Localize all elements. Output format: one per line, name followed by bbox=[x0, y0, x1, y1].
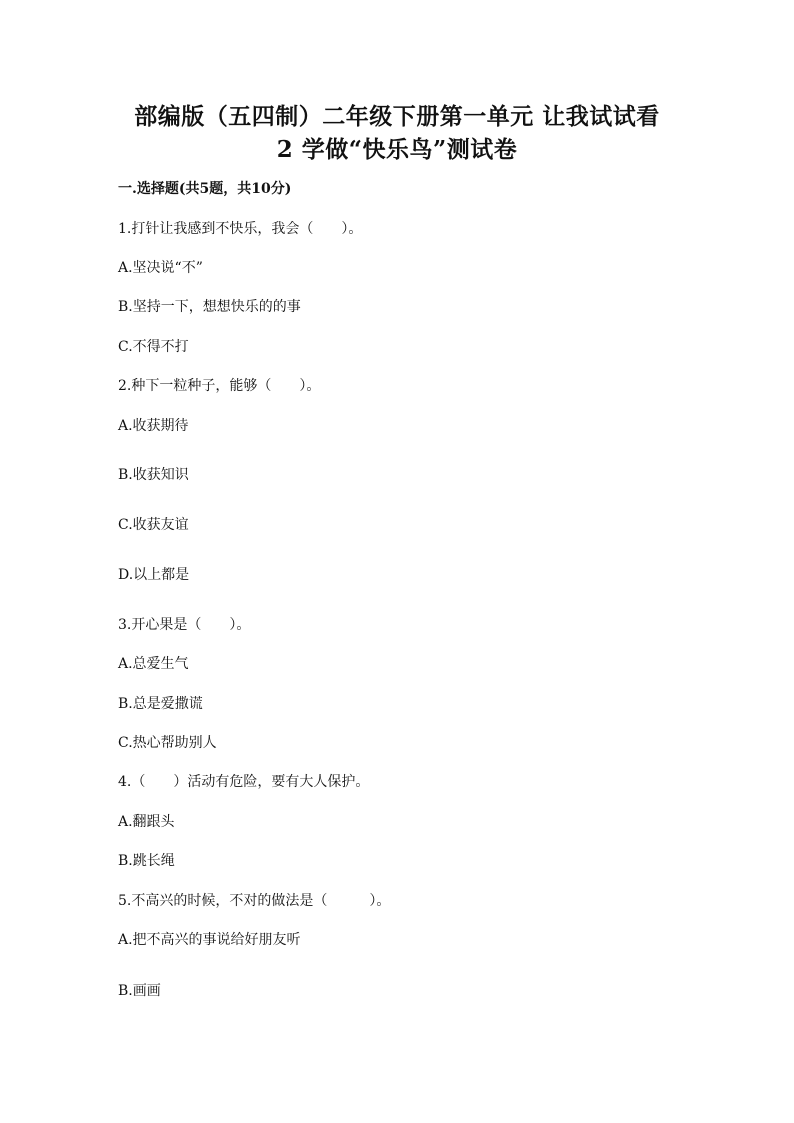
question-2-option-d: D.以上都是 bbox=[118, 567, 190, 583]
question-1-option-b: B.坚持一下，想想快乐的的事 bbox=[118, 299, 301, 315]
question-1-option-c: C.不得不打 bbox=[118, 339, 189, 355]
question-5-option-b: B.画画 bbox=[118, 983, 161, 999]
question-2-option-c: C.收获友谊 bbox=[118, 517, 189, 533]
question-3-option-b: B.总是爱撒谎 bbox=[118, 696, 203, 712]
question-3-stem: 3.开心果是（ ）。 bbox=[118, 617, 251, 633]
question-2-option-a: A.收获期待 bbox=[118, 418, 189, 434]
question-4-option-a: A.翻跟头 bbox=[118, 814, 175, 830]
question-2-stem: 2.种下一粒种子，能够（ ）。 bbox=[118, 378, 321, 394]
question-4-stem: 4.（ ）活动有危险，要有大人保护。 bbox=[118, 774, 370, 790]
document-title-line-1: 部编版（五四制）二年级下册第一单元 让我试试看 bbox=[134, 103, 660, 130]
section-heading: 一.选择题(共5题，共10分) bbox=[118, 181, 292, 197]
question-3-option-c: C.热心帮助别人 bbox=[118, 735, 217, 751]
question-5-option-a: A.把不高兴的事说给好朋友听 bbox=[118, 932, 301, 948]
question-4-option-b: B.跳长绳 bbox=[118, 853, 175, 869]
question-3-option-a: A.总爱生气 bbox=[118, 656, 189, 672]
question-5-stem: 5.不高兴的时候，不对的做法是（ ）。 bbox=[118, 893, 391, 909]
question-1-stem: 1.打针让我感到不快乐，我会（ ）。 bbox=[118, 221, 363, 237]
question-2-option-b: B.收获知识 bbox=[118, 467, 189, 483]
question-1-option-a: A.坚决说“不” bbox=[118, 260, 203, 276]
document-title-line-2: 2 学做“快乐鸟”测试卷 bbox=[276, 136, 518, 163]
